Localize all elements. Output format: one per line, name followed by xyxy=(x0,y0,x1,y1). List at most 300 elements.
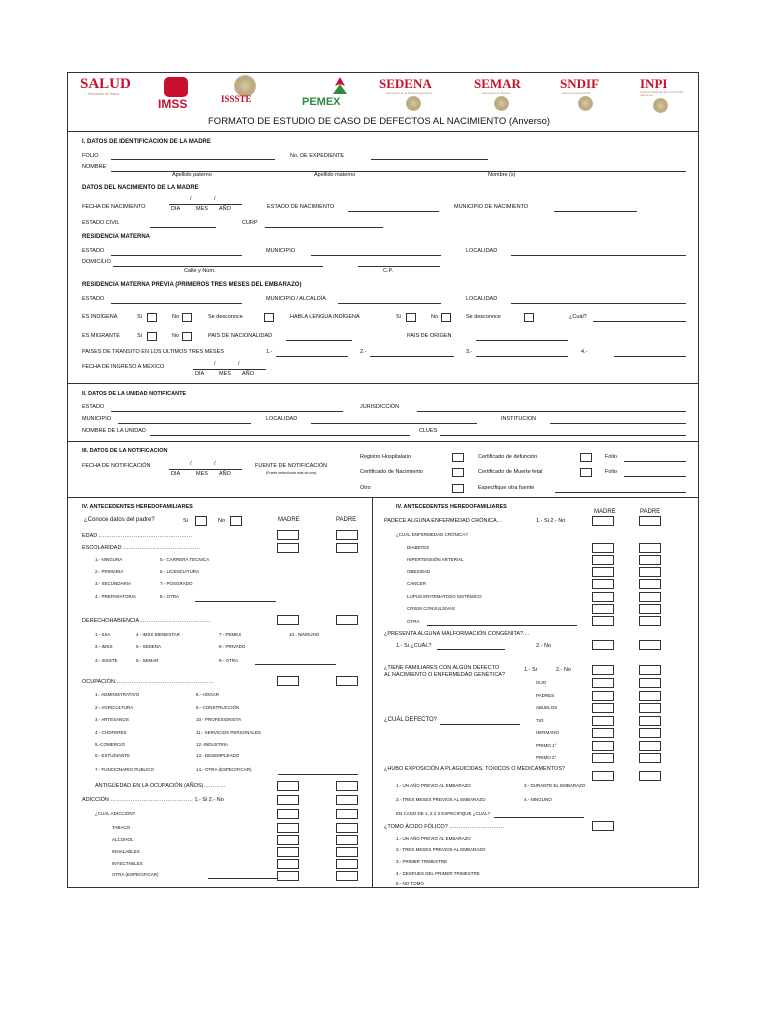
exposicion-option: 3.- DURANTE EL EMBARAZO xyxy=(524,783,586,788)
certificado-nacimiento-label: Certificado de Nacimiento xyxy=(360,469,423,475)
ocupacion-option: 9.- CONSTRUCCIÓN xyxy=(196,705,240,710)
adiccion-option: OTRA (ESPECIFICAR) xyxy=(112,872,159,877)
datos-nacimiento-title: DATOS DEL NACIMIENTO DE LA MADRE xyxy=(82,185,199,191)
conoce-padre-si-checkbox[interactable] xyxy=(195,516,207,526)
acido-folico-option: 5.- NO TOMO xyxy=(396,881,424,886)
malformacion-no: 2.- No xyxy=(536,643,551,649)
date-separator: / xyxy=(190,461,192,467)
enfermedad-option: OBESIDAD xyxy=(407,569,431,574)
derechohabiencia-option: 9.- OTRA xyxy=(219,658,239,663)
ocupacion-option: 12.-INDUSTRIA xyxy=(196,742,229,747)
cronica-madre-box[interactable] xyxy=(592,516,614,526)
lupus-madre-box[interactable] xyxy=(592,592,614,602)
escolaridad-option: 3.- SECUNDARIA xyxy=(95,581,132,586)
pemex-logo: PEMEX xyxy=(302,96,341,108)
institucion-field[interactable] xyxy=(550,423,686,424)
familiar-option: ABUELOS xyxy=(536,705,558,710)
exposicion-madre-box[interactable] xyxy=(592,771,614,781)
familiares-madre-box[interactable] xyxy=(592,665,614,675)
acido-folico-option: 4.- DESPUES DEL PRIMER TRIMESTRE xyxy=(396,871,480,876)
section-1-title: I. DATOS DE IDENTIFICACION DE LA MADRE xyxy=(82,139,211,145)
se-desconoce-label: Se desconoce xyxy=(208,314,243,320)
nombre-label: NOMBRE xyxy=(82,164,107,170)
estado-unidad-label: ESTADO xyxy=(82,404,105,410)
escolaridad-option: 6.- LICENCIATURA xyxy=(160,569,200,574)
estado-unidad-field[interactable] xyxy=(111,411,343,412)
imss-emblem-icon xyxy=(164,77,188,97)
mes-caption: MES xyxy=(196,206,208,212)
diabetes-madre-box[interactable] xyxy=(592,543,614,553)
folio-label: FOLIO xyxy=(82,153,99,159)
transito-2-field[interactable] xyxy=(370,356,454,357)
madre-column-header: MADRE xyxy=(278,517,300,523)
madre-column-header: MADRE xyxy=(594,509,616,515)
conoce-padre-label: ¿Conoce datos del padre? xyxy=(84,517,155,523)
enfermedad-option: CRISIS CONVULSIVAS xyxy=(407,606,455,611)
primo2-madre-box[interactable] xyxy=(592,753,614,763)
lengua-desconoce-checkbox[interactable] xyxy=(524,313,534,322)
estado-previo-label: ESTADO xyxy=(82,296,105,302)
sndif-seal-icon xyxy=(578,96,593,111)
hermano-padre-box[interactable] xyxy=(639,728,661,738)
section-divider xyxy=(68,131,698,132)
otra-adiccion-padre-box[interactable] xyxy=(336,871,358,881)
migrante-no-checkbox[interactable] xyxy=(182,332,192,341)
crisis-padre-box[interactable] xyxy=(639,604,661,614)
tabaco-padre-box[interactable] xyxy=(336,823,358,833)
certificado-nacimiento-checkbox[interactable] xyxy=(452,468,464,477)
cual-defecto-field[interactable] xyxy=(440,724,520,725)
familiares-padre-box[interactable] xyxy=(639,665,661,675)
registro-hospitalario-checkbox[interactable] xyxy=(452,453,464,462)
derechohabiencia-option: 7.- PEMEX xyxy=(219,632,242,637)
sedena-logo-subtitle: Secretaría de la Defensa Nacional xyxy=(386,91,432,95)
exposicion-especifique-field[interactable] xyxy=(494,817,584,818)
cual-lengua-label: ¿Cuál? xyxy=(569,314,587,320)
sndif-logo: SNDIF xyxy=(560,76,600,91)
date-separator: / xyxy=(214,361,216,367)
primo1-padre-box[interactable] xyxy=(639,741,661,751)
transito-4-field[interactable] xyxy=(614,356,686,357)
residencia-previa-title: RESIDENCIA MATERNA PREVIA (PRIMEROS TRES MESES DEL EMBARAZO) xyxy=(82,282,302,288)
familiar-option: PADRES xyxy=(536,693,555,698)
exposicion-padre-box[interactable] xyxy=(639,771,661,781)
padre-column-header: PADRE xyxy=(640,509,661,515)
crisis-madre-box[interactable] xyxy=(592,604,614,614)
certificado-muerte-fetal-checkbox[interactable] xyxy=(580,468,592,477)
antiguedad-madre-box[interactable] xyxy=(277,781,299,791)
localidad-previa-field[interactable] xyxy=(511,303,686,304)
especifique-otra-fuente-label: Especifique otra fuente xyxy=(478,485,535,491)
adiccion-label: ADICCIÓN ……………………………………… 1.- Si 2.- No xyxy=(82,797,224,803)
otra-enfermedad-madre-box[interactable] xyxy=(592,616,614,626)
anio-caption: AÑO xyxy=(219,206,231,212)
obesidad-padre-box[interactable] xyxy=(639,567,661,577)
folio-defuncion-field[interactable] xyxy=(624,461,686,462)
transito-1-label: 1.- xyxy=(266,349,273,355)
ocupacion-option: 5.-COMERCIO xyxy=(95,742,126,747)
folio-field[interactable] xyxy=(111,159,275,160)
derechohabiencia-madre-box[interactable] xyxy=(277,615,299,625)
municipio-label: MUNICIPIO xyxy=(266,248,296,254)
indigena-no-checkbox[interactable] xyxy=(182,313,192,322)
salud-logo-subtitle: Secretaría de Salud xyxy=(88,92,119,96)
municipio-nacimiento-field[interactable] xyxy=(554,211,637,212)
ocupacion-option: 13.- DESEMPLEADO xyxy=(196,753,240,758)
localidad-unidad-field[interactable] xyxy=(311,423,477,424)
otra-enfermedad-padre-box[interactable] xyxy=(639,616,661,626)
clues-label: CLUES xyxy=(419,428,438,434)
cancer-madre-box[interactable] xyxy=(592,579,614,589)
fecha-ingreso-field[interactable] xyxy=(193,369,266,370)
municipio-nacimiento-label: MUNICIPIO DE NACIMIENTO xyxy=(454,204,529,210)
expediente-label: No. DE EXPEDIENTE xyxy=(290,153,345,159)
obesidad-madre-box[interactable] xyxy=(592,567,614,577)
no-label: No xyxy=(172,333,180,339)
ocupacion-option: 11.- SERVICIOS PERSONALES xyxy=(196,730,261,735)
date-separator: / xyxy=(190,196,192,202)
escolaridad-madre-box[interactable] xyxy=(277,543,299,553)
derechohabiencia-option: 5.- SEDENA xyxy=(136,644,162,649)
edad-madre-box[interactable] xyxy=(277,530,299,540)
municipio-alcaldia-field[interactable] xyxy=(338,303,441,304)
clues-field[interactable] xyxy=(440,435,686,436)
ocupacion-option: 6.- ESTUDIANTE xyxy=(95,753,131,758)
dia-caption: DIA xyxy=(195,371,205,377)
indigena-si-checkbox[interactable] xyxy=(147,313,157,322)
section-divider xyxy=(68,383,698,384)
enfermedad-option: OTRA xyxy=(407,619,420,624)
antiguedad-padre-box[interactable] xyxy=(336,781,358,791)
malformacion-si-cual: 1.- Si ¿CUÁL? xyxy=(396,643,432,649)
folio-muerte-fetal-field[interactable] xyxy=(624,476,686,477)
si-label: Si xyxy=(137,314,142,320)
cual-adiccion-madre-box[interactable] xyxy=(277,809,299,819)
alcohol-madre-box[interactable] xyxy=(277,835,299,845)
derechohabiencia-option: 1.- SSA xyxy=(95,632,111,637)
mes-caption: MES xyxy=(219,371,231,377)
ocupacion-option: 7.- FUNCIONARIO PUBLICO xyxy=(95,767,155,772)
cual-defecto-label: ¿CUÁL DEFECTO? xyxy=(384,717,438,723)
semar-seal-icon xyxy=(494,96,509,111)
expediente-field[interactable] xyxy=(371,159,488,160)
fecha-notificacion-label: FECHA DE NOTIFICACIÓN xyxy=(82,463,151,469)
certificado-muerte-fetal-label: Certificado de Muerte fetal xyxy=(478,469,543,475)
fuente-notificacion-label: FUENTE DE NOTIFICACIÓN xyxy=(255,463,328,469)
imss-logo: IMSS xyxy=(158,97,188,111)
edad-label: EDAD …………………………………………… xyxy=(82,533,193,539)
estado-civil-label: ESTADO CIVIL xyxy=(82,220,120,226)
edad-padre-box[interactable] xyxy=(336,530,358,540)
adiccion-otra-field[interactable] xyxy=(208,878,280,879)
derechohabiencia-option: 10.- NINGUNO xyxy=(289,632,320,637)
familiares-no: 2.- No xyxy=(556,667,571,673)
localidad-field[interactable] xyxy=(511,255,686,256)
ocupacion-madre-box[interactable] xyxy=(277,676,299,686)
ocupacion-option: 4.- CHOFERES xyxy=(95,730,127,735)
hipertension-padre-box[interactable] xyxy=(639,555,661,565)
lengua-si-checkbox[interactable] xyxy=(406,313,416,322)
no-label: No xyxy=(218,518,226,524)
hijo-madre-box[interactable] xyxy=(592,678,614,688)
jurisdiccion-field[interactable] xyxy=(417,411,686,412)
lupus-padre-box[interactable] xyxy=(639,592,661,602)
escolaridad-option: 8.- OTRA xyxy=(160,594,180,599)
cp-caption: C.P. xyxy=(383,268,393,274)
pais-origen-field[interactable] xyxy=(476,340,568,341)
diabetes-padre-box[interactable] xyxy=(639,543,661,553)
fecha-nacimiento-field[interactable] xyxy=(169,204,242,205)
derechohabiencia-option: 8.- PRIVADO xyxy=(219,644,246,649)
abuelos-padre-box[interactable] xyxy=(639,703,661,713)
ocupacion-option: 10.- PROFESIONISTA xyxy=(196,717,242,722)
section-3-title: III. DATOS DE LA NOTIFICACION xyxy=(82,448,168,454)
derechohabiencia-option: 3.- ISSSTE xyxy=(95,658,118,663)
dia-caption: DIA xyxy=(171,206,181,212)
hipertension-madre-box[interactable] xyxy=(592,555,614,565)
certificado-defuncion-checkbox[interactable] xyxy=(580,453,592,462)
acido-folico-option: 3.- PRIMER TRIMESTRE xyxy=(396,859,448,864)
estado-previo-field[interactable] xyxy=(111,303,242,304)
certificado-defuncion-label: Certificado de defunción xyxy=(478,454,538,460)
acido-folico-option: 2.- TRES MESES PREVIOS AL EMBARAZO xyxy=(396,847,486,852)
no-label: No xyxy=(431,314,439,320)
especifique-otra-fuente-field[interactable] xyxy=(555,492,686,493)
municipio-field[interactable] xyxy=(311,255,441,256)
otro-fuente-label: Otro xyxy=(360,485,371,491)
folio-muerte-fetal-label: Folio xyxy=(605,469,617,475)
estado-field[interactable] xyxy=(111,255,242,256)
es-indigena-label: ES INDÍGENA xyxy=(82,314,118,320)
institucion-label: INSTITUCION xyxy=(501,416,537,422)
anio-caption: AÑO xyxy=(219,471,231,477)
familiar-option: TIO xyxy=(536,718,544,723)
derechohabiencia-option: 4.- IMSS BIENESTAR xyxy=(136,632,180,637)
tio-madre-box[interactable] xyxy=(592,716,614,726)
pais-nacionalidad-label: PAIS DE NACIONALIDAD xyxy=(208,333,273,339)
semar-logo: SEMAR xyxy=(474,76,521,91)
escolaridad-option: 1.- NINGUNA xyxy=(95,557,123,562)
nombre-unidad-field[interactable] xyxy=(150,435,410,436)
tio-padre-box[interactable] xyxy=(639,716,661,726)
folio-defuncion-label: Folio xyxy=(605,454,617,460)
curp-field[interactable] xyxy=(265,227,383,228)
escolaridad-label: ESCOLARIDAD …………………………………… xyxy=(82,545,200,551)
si-label: Si xyxy=(137,333,142,339)
primo1-madre-box[interactable] xyxy=(592,741,614,751)
se-desconoce-label: Se desconoce xyxy=(466,314,501,320)
enfermedad-option: LUPUS ERITEMATOSO SISTÉMICO xyxy=(407,594,482,599)
ocupacion-label: OCUPACIÓN……………………………………………… xyxy=(82,679,214,685)
estado-civil-field[interactable] xyxy=(150,227,216,228)
primo2-padre-box[interactable] xyxy=(639,753,661,763)
adiccion-madre-box[interactable] xyxy=(277,795,299,805)
familiar-option: HERMANO xyxy=(536,730,560,735)
familiares-si: 1.- Si xyxy=(524,667,537,673)
acido-folico-label: ¿TOMO ÁCIDO FÓLICO? ………………………… xyxy=(384,824,505,830)
abuelos-madre-box[interactable] xyxy=(592,703,614,713)
section-4-right-title: IV. ANTECEDENTES HEREDOFAMILIARES xyxy=(396,504,507,510)
lengua-no-checkbox[interactable] xyxy=(441,313,451,322)
localidad-previa-label: LOCALIDAD xyxy=(466,296,498,302)
municipio-alcaldia-label: MUNICIPIO / ALCALDÍA xyxy=(266,296,326,302)
si-label: Si xyxy=(183,518,188,524)
municipio-unidad-field[interactable] xyxy=(118,423,251,424)
ocupacion-padre-box[interactable] xyxy=(336,676,358,686)
inpi-seal-icon xyxy=(653,98,668,113)
hermano-madre-box[interactable] xyxy=(592,728,614,738)
transito-2-label: 2.- xyxy=(360,349,367,355)
residencia-materna-title: RESIDENCIA MATERNA xyxy=(82,234,151,240)
localidad-label: LOCALIDAD xyxy=(466,248,498,254)
estado-nacimiento-label: ESTADO DE NACIMIENTO xyxy=(267,204,335,210)
salud-logo: SALUD xyxy=(80,76,131,92)
es-migrante-label: ES MIGRANTE xyxy=(82,333,120,339)
padres-padre-box[interactable] xyxy=(639,691,661,701)
indigena-desconoce-checkbox[interactable] xyxy=(264,313,274,322)
derechohabiencia-otra-field[interactable] xyxy=(255,664,336,665)
malformacion-cual-field[interactable] xyxy=(437,649,505,650)
no-label: No xyxy=(172,314,180,320)
cronica-padre-box[interactable] xyxy=(639,516,661,526)
antiguedad-label: ANTIGÜEDAD EN LA OCUPACIÓN (AÑOS)………… xyxy=(95,783,226,789)
otra-adiccion-madre-box[interactable] xyxy=(277,871,299,881)
form-title: FORMATO DE ESTUDIO DE CASO DE DEFECTOS AL NACIMIENTO (Anverso) xyxy=(208,116,551,127)
enfermedad-cronica-label: PADECE ALGUNA ENFERMEDAD CRÓNICA… xyxy=(384,518,503,524)
codigo-postal-field[interactable] xyxy=(358,266,440,267)
derechohabiencia-option: 6.- SEMAR xyxy=(136,658,159,663)
alcohol-padre-box[interactable] xyxy=(336,835,358,845)
padres-madre-box[interactable] xyxy=(592,691,614,701)
calle-caption: Calle y Núm. xyxy=(184,268,216,274)
enfermedad-otra-field[interactable] xyxy=(427,625,577,626)
adiccion-option: INYECTABLES xyxy=(112,861,143,866)
adiccion-option: INHALABLES xyxy=(112,849,140,854)
escolaridad-option: 7.- POSGRADO xyxy=(160,581,193,586)
section-2-title: II. DATOS DE LA UNIDAD NOTIFICANTE xyxy=(82,391,187,397)
ocupacion-option: 14.- OTRA (ESPECIFICAR) xyxy=(196,767,252,772)
exposicion-especifique-label: EN CASO DE 1, 2 ó 3 ESPECIFIQUE ¿CUÁL? xyxy=(396,811,491,816)
fecha-ingreso-label: FECHA DE INGRESO A MÉXICO xyxy=(82,364,165,370)
ocupacion-option: 2.- AGRICULTURA xyxy=(95,705,134,710)
derechohabiencia-label: DERECHOHABIENCIA………………………………… xyxy=(82,618,211,624)
adiccion-option: ALCOHOL xyxy=(112,837,134,842)
localidad-unidad-label: LOCALIDAD xyxy=(266,416,298,422)
estado-nacimiento-field[interactable] xyxy=(348,211,439,212)
apellido-paterno-caption: Apellido paterno xyxy=(172,172,212,178)
dia-caption: DIA xyxy=(171,471,181,477)
fuente-notificacion-hint: (Puede seleccionar más de una) xyxy=(266,471,317,475)
date-separator: / xyxy=(214,196,216,202)
inpi-logo-subtitle: Instituto Nacional de los Pueblos Indígenas xyxy=(640,90,684,98)
hijo-padre-box[interactable] xyxy=(639,678,661,688)
apellido-materno-caption: Apellido materno xyxy=(314,172,356,178)
form-page xyxy=(67,72,699,888)
conoce-padre-no-checkbox[interactable] xyxy=(230,516,242,526)
escolaridad-option: 5.- CARRERA TECNICA xyxy=(160,557,210,562)
transito-3-label: 3.- xyxy=(466,349,473,355)
enfermedad-cronica-options: 1.- Si 2.- No xyxy=(536,518,566,524)
section-divider xyxy=(68,497,698,498)
acido-folico-box[interactable] xyxy=(592,821,614,831)
si-label: Si xyxy=(396,314,401,320)
malformacion-padre-box[interactable] xyxy=(639,640,661,650)
tabaco-madre-box[interactable] xyxy=(277,823,299,833)
date-separator: / xyxy=(214,461,216,467)
issste-logo: ISSSTE xyxy=(221,94,252,104)
migrante-si-checkbox[interactable] xyxy=(147,332,157,341)
pais-origen-label: PAIS DE ORIGEN xyxy=(407,333,452,339)
inhalables-madre-box[interactable] xyxy=(277,847,299,857)
pemex-eagle-icon xyxy=(331,77,349,95)
pais-nacionalidad-field[interactable] xyxy=(286,340,352,341)
inyectables-madre-box[interactable] xyxy=(277,859,299,869)
municipio-unidad-label: MUNICIPIO xyxy=(82,416,112,422)
cual-adiccion-padre-box[interactable] xyxy=(336,809,358,819)
familiar-option: PRIMO 1° xyxy=(536,743,557,748)
section-divider xyxy=(68,441,698,442)
fecha-notificacion-field[interactable] xyxy=(169,469,242,470)
ocupacion-option: 1.- ADMINISTRATIVO xyxy=(95,692,140,697)
otro-fuente-checkbox[interactable] xyxy=(452,484,464,493)
sedena-logo: SEDENA xyxy=(379,76,432,91)
domicilio-label: DOMICILIO xyxy=(82,259,111,265)
transito-4-label: 4.- xyxy=(581,349,588,355)
cancer-padre-box[interactable] xyxy=(639,579,661,589)
derechohabiencia-padre-box[interactable] xyxy=(336,615,358,625)
cual-lengua-field[interactable] xyxy=(593,321,686,322)
nombre-unidad-label: NOMBRE DE LA UNIDAD xyxy=(82,428,146,434)
domicilio-field[interactable] xyxy=(113,266,323,267)
exposicion-option: 2.- TRES MESES PREVIOS AL EMBARAZO xyxy=(396,797,486,802)
nombres-caption: Nombre (s) xyxy=(488,172,516,178)
column-divider xyxy=(372,498,373,888)
exposicion-option: 1.- UN AÑO PREVIO AL EMBARAZO xyxy=(396,783,471,788)
malformacion-madre-box[interactable] xyxy=(592,640,614,650)
escolaridad-option: 4.- PREPARATORIA xyxy=(95,594,137,599)
enfermedad-option: HIPERTENSIÓN ARTERIAL xyxy=(407,557,464,562)
escolaridad-padre-box[interactable] xyxy=(336,543,358,553)
ocupacion-option: 8.- HOGAR xyxy=(196,692,220,697)
familiares-defecto-label-2: AL NACIMIENTO O ENFERMEDAD GENÉTICA? xyxy=(384,672,506,678)
anio-caption: AÑO xyxy=(242,371,254,377)
escolaridad-option: 2.- PRIMARIA xyxy=(95,569,124,574)
ocupacion-otra-field[interactable] xyxy=(278,774,358,775)
section-4-left-title: IV. ANTECEDENTES HEREDOFAMILIARES xyxy=(82,504,193,510)
ocupacion-option: 3.- ARTESANOS xyxy=(95,717,129,722)
paises-transito-label: PAISES DE TRANSITO EN LOS ULTIMOS TRES MESES xyxy=(82,349,224,355)
enfermedad-option: CÁNCER xyxy=(407,581,427,586)
inhalables-padre-box[interactable] xyxy=(336,847,358,857)
fecha-nacimiento-label: FECHA DE NACIMIENTO xyxy=(82,204,146,210)
transito-1-field[interactable] xyxy=(276,356,348,357)
enfermedad-option: DIABETES xyxy=(407,545,430,550)
familiar-option: HIJO xyxy=(536,680,547,685)
adiccion-padre-box[interactable] xyxy=(336,795,358,805)
inyectables-padre-box[interactable] xyxy=(336,859,358,869)
cual-enfermedad-label: ¿CUÁL ENFERMEDAD CRÓNICA? xyxy=(396,532,468,537)
malformacion-label: ¿PRESENTA ALGUNA MALFORMACIÓN CONGÉNITA?.... xyxy=(384,631,530,637)
familiar-option: PRIMO 2° xyxy=(536,755,557,760)
exposicion-label: ¿HUBO EXPOSICIÓN A PLAGUICIDAS, TOXICOS O MEDICAMENTOS? xyxy=(384,766,565,772)
escolaridad-otra-field[interactable] xyxy=(195,601,276,602)
adiccion-option: TABACO xyxy=(112,825,131,830)
transito-3-field[interactable] xyxy=(476,356,568,357)
date-separator: / xyxy=(238,361,240,367)
estado-label: ESTADO xyxy=(82,248,105,254)
cual-adiccion-label: ¿CUÁL ADICCIÓN? xyxy=(95,811,136,816)
sedena-seal-icon xyxy=(406,96,421,111)
